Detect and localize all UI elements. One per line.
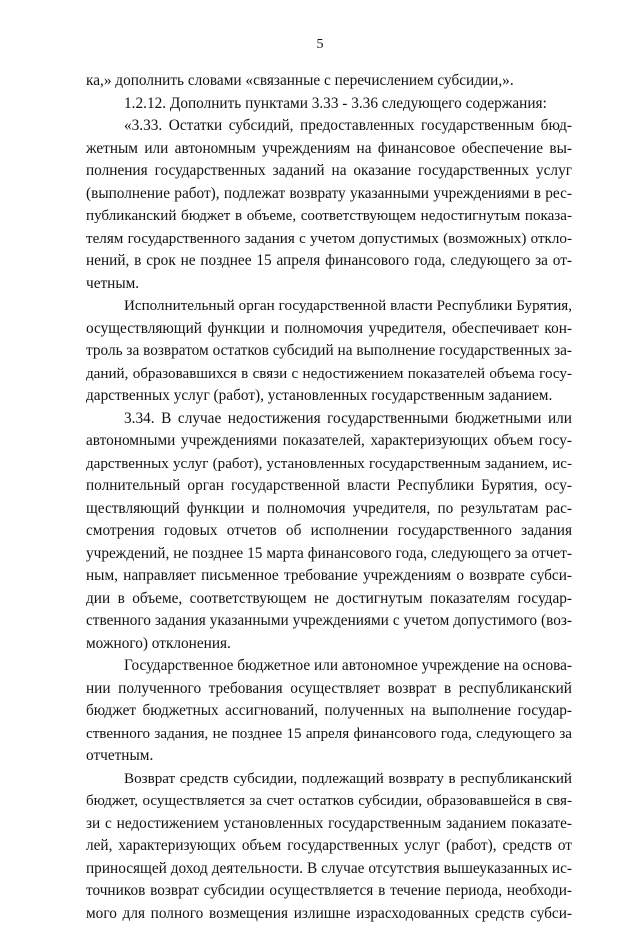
- text-line: можного) отклонения.: [86, 633, 572, 656]
- text-line: четным.: [86, 273, 572, 296]
- text-line: ществляющий функции и полномочия учредителя, по результатам рас-: [86, 498, 572, 521]
- text-line: Исполнительный орган государственной власти Республики Бурятия,: [86, 295, 572, 318]
- text-line: осуществляющий функции и полномочия учредителя, обеспечивает кон-: [86, 318, 572, 341]
- text-line: точников возврат субсидии осуществляется в течение периода, необходи-: [86, 880, 572, 903]
- text-line: мого для полного возмещения излишне израсходованных средств субси-: [86, 903, 572, 925]
- text-line: бюджет бюджетных ассигнований, полученных на выполнение государ-: [86, 700, 572, 723]
- text-line: (выполнение работ), подлежат возврату указанными учреждениями в рес-: [86, 183, 572, 206]
- text-line: 3.34. В случае недостижения государственными бюджетными или: [86, 408, 572, 431]
- text-line: автономными учреждениями показателей, характеризующих объем госу-: [86, 430, 572, 453]
- text-line: полнительный орган государственной власти Республики Бурятия, осу-: [86, 475, 572, 498]
- text-line: троль за возвратом остатков субсидий на выполнение государственных за-: [86, 340, 572, 363]
- text-line: нии полученного требования осуществляет возврат в республиканский: [86, 678, 572, 701]
- text-line: дарственных услуг (работ), установленных государственным заданием, ис-: [86, 453, 572, 476]
- text-line: дии в объеме, соответствующем не достигнутым показателям государ-: [86, 588, 572, 611]
- text-line: нений, в срок не позднее 15 апреля финансового года, следующего за от-: [86, 250, 572, 273]
- text-line: Государственное бюджетное или автономное учреждение на основа-: [86, 655, 572, 678]
- text-line: полнения государственных заданий на оказание государственных услуг: [86, 160, 572, 183]
- page-number: 5: [0, 36, 640, 54]
- text-line: учреждений, не позднее 15 марта финансового года, следующего за отчет-: [86, 543, 572, 566]
- text-line: дарственных услуг (работ), установленных государственным заданием.: [86, 385, 572, 408]
- text-line: зи с недостижением установленных государственным заданием показате-: [86, 813, 572, 836]
- text-line: жетным или автономным учреждениям на финансовое обеспечение вы-: [86, 138, 572, 161]
- text-line: ственного задания указанными учреждениями с учетом допустимого (воз-: [86, 610, 572, 633]
- text-line: приносящей доход деятельности. В случае отсутствия вышеуказанных ис-: [86, 858, 572, 881]
- text-line: Возврат средств субсидии, подлежащий возврату в республиканский: [86, 768, 572, 791]
- text-line: ка,» дополнить словами «связанные с перечислением субсидии,».: [86, 70, 572, 93]
- text-line: отчетным.: [86, 745, 572, 768]
- document-body: [86, 70, 572, 925]
- text-line: ственного задания, не позднее 15 апреля финансового года, следующего за: [86, 723, 572, 746]
- text-line: «3.33. Остатки субсидий, предоставленных государственным бюд-: [86, 115, 572, 138]
- text-line: ным, направляет письменное требование учреждениям о возврате субси-: [86, 565, 572, 588]
- text-line: 1.2.12. Дополнить пунктами 3.33 - 3.36 следующего содержания:: [86, 93, 572, 116]
- text-line: бюджет, осуществляется за счет остатков субсидии, образовавшейся в свя-: [86, 790, 572, 813]
- text-line: даний, образовавшихся в связи с недостижением показателей объема госу-: [86, 363, 572, 386]
- text-line: лей, характеризующих объем государственных услуг (работ), средств от: [86, 835, 572, 858]
- text-line: публиканский бюджет в объеме, соответствующем недостигнутым показа-: [86, 205, 572, 228]
- text-line: телям государственного задания с учетом допустимых (возможных) откло-: [86, 228, 572, 251]
- text-line: смотрения годовых отчетов об исполнении государственного задания: [86, 520, 572, 543]
